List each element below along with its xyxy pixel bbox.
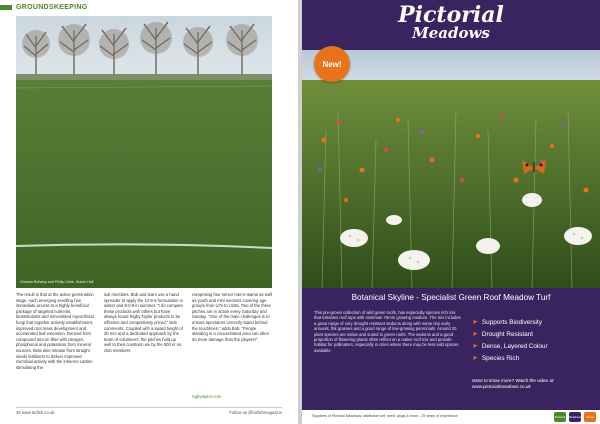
arrow-icon: ➤: [472, 319, 478, 326]
feature-item: ➤ Supports Biodiversity: [472, 318, 542, 326]
ad-headline: Botanical Skyline - Specialist Green Roof Meadow Turf: [351, 293, 551, 302]
partner-logo: Flora: [584, 412, 596, 422]
article-column-3: comprising four senior men's teams as well as youth and mini sections covering age groups from U7s to U18s. Two of the three pitches are in action every Saturday and Sunday. "One of the main challenges is to ensure spectators correctly stand behind the touchlines," adds Bob. "People standing in a concentrated area can often do more damage than the players!": [192, 292, 272, 342]
footer-page-info: 38 www.turfish.co.uk: [16, 410, 55, 415]
photo-caption: Graham Bellamy and Phillip Clark, Hulme Hall: [20, 280, 94, 284]
pitch-photo: [16, 16, 272, 288]
footer-divider: [16, 407, 282, 408]
footer-social: Follow us @turfishmagazine: [229, 410, 282, 415]
section-marker: [0, 5, 12, 10]
logo-line-1: Pictorial: [398, 2, 504, 28]
arrow-icon: ➤: [472, 343, 478, 350]
section-label: GROUNDSKEEPING: [16, 4, 88, 11]
feature-item: ➤ Drought Resistant: [472, 330, 534, 338]
meadow-image: [302, 50, 600, 288]
left-page: [0, 0, 298, 424]
article-column-1: The result is that at the active germination stage, each emerging seedling has immediate access to a highly beneficial package of targeted nutrients, biostimulants and mineralised mycorrhizal fungi that together actively establishment, improved root mass development and accelerated leaf extension. Derived from compound micron filter with nitrogen, phosphorus and potassium from mineral sources. Beta also release from straight seeds fertilisers to deliver improved microbial activity with the inherent carbon stimulating the: [16, 292, 94, 370]
feature-list: [472, 318, 592, 366]
arrow-icon: ➤: [472, 331, 478, 338]
website-link[interactable]: rigbytaylor.com: [192, 394, 222, 399]
partner-logo: Meadows: [569, 412, 581, 422]
new-badge: New!: [314, 46, 350, 82]
partner-logos: [554, 412, 596, 422]
video-cta[interactable]: Want to know more? Watch the video at: www.pictorialmeadows.co.uk: [472, 378, 555, 389]
feature-item: ➤ Species Rich: [472, 354, 520, 362]
logo-line-2: Meadows: [412, 24, 490, 42]
brand-logo: [302, 4, 600, 41]
feature-item: ➤ Dense, Layered Colour: [472, 342, 548, 350]
supplier-text: Suppliers of Pictorial Meadows: wildflower turf, seed, plugs & more - 25 years of experience: [312, 414, 458, 418]
ad-body-text: This pre-grown collection of wild green roofs, has especially species rich mix that tolerates roof tops with minimum 75mm growing medium. The mix includes a great range of very drought resistant sedums along with some tiny early annuals, flat grasses and a good range of low-growing perennials. Around 20 plant species are native and suited to green roofs. The sedums and a good proportion of flowering plants often reflect on a native roof mix and provide habitat for pollinators, especially in cities where there may be less wild spaces available.: [314, 310, 461, 353]
pitch-image: [16, 16, 272, 288]
partner-logo: Pictorial: [554, 412, 566, 422]
arrow-icon: ➤: [472, 355, 478, 362]
supplier-strip: [302, 410, 600, 424]
article-column-2: soil microbes. Bob and team use a hand spreader to apply the 12-6-6 formulation in winter and 8-0-6 in summer. "I do compare these products with others but have always found Rigby Taylor products to be effective and competitively priced," Bob comments. Coupled with a sward height of 30 mm and a dedicated approach by the team of volunteers, the pitches hold up well to their constant use by the 500 or so club members: [104, 292, 183, 353]
right-page-advert: [302, 0, 600, 424]
meadow-photo: [302, 50, 600, 288]
